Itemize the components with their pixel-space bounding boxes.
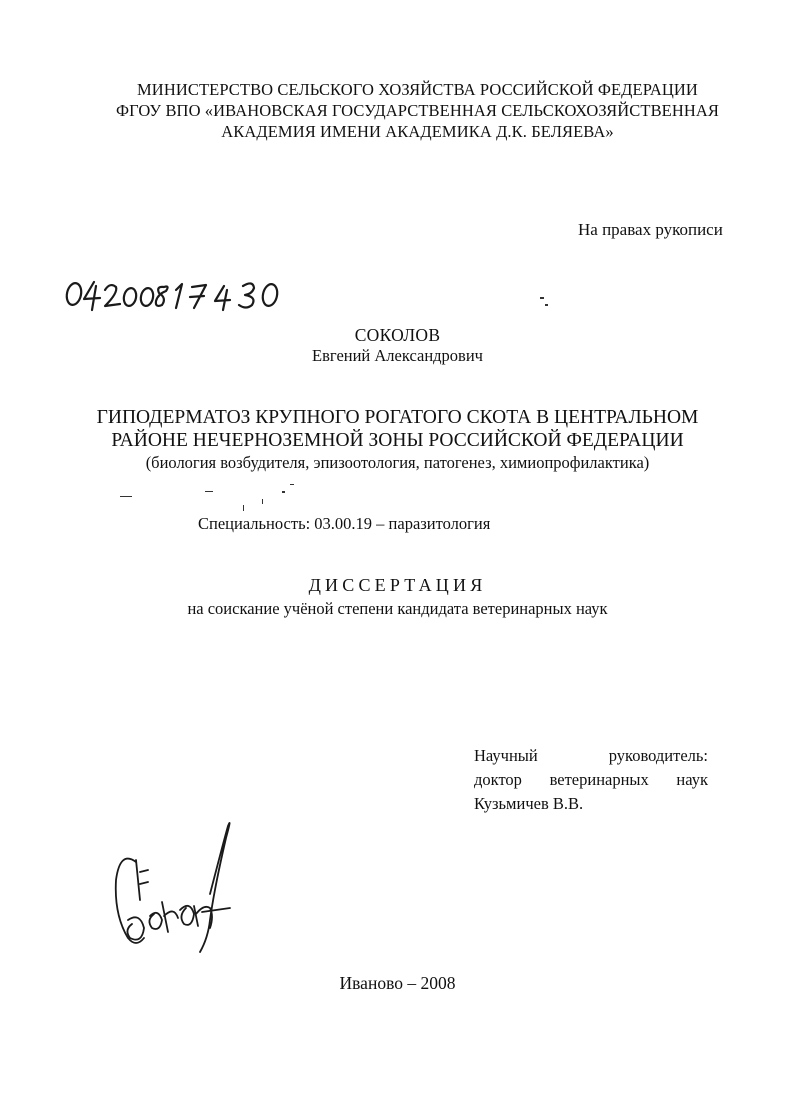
signature-icon [106, 820, 241, 965]
archive-number-handwriting [60, 272, 295, 319]
title-line-2: РАЙОНЕ НЕЧЕРНОЗЕМНОЙ ЗОНЫ РОССИЙСКОЙ ФЕДЕРАЦИИ [111, 430, 684, 451]
document-type: ДИССЕРТАЦИЯ [308, 575, 487, 595]
header-line-2: ФГОУ ВПО «ИВАНОВСКАЯ ГОСУДАРСТВЕННАЯ СЕЛЬСКОХОЗЯЙСТВЕННАЯ [115, 101, 720, 120]
author-name: Евгений Александрович [312, 346, 483, 365]
scan-speck [262, 499, 263, 504]
author-signature [106, 820, 241, 970]
scan-speck [243, 505, 244, 511]
author-surname: СОКОЛОВ [354, 325, 441, 345]
ministry-header [20, 79, 795, 142]
advisor-label: Научный руководитель: [474, 746, 708, 765]
specialty: Специальность: 03.00.19 – паразитология [198, 514, 491, 533]
place-year: Иваново – 2008 [339, 973, 456, 993]
header-line-1: МИНИСТЕРСТВО СЕЛЬСКОГО ХОЗЯЙСТВА РОССИЙСКОЙ ФЕДЕРАЦИИ [137, 80, 698, 99]
dissertation-subtitle: (биология возбудителя, эпизоотология, патогенез, химиопрофилактика) [145, 453, 650, 472]
scan-speck [282, 491, 285, 493]
scan-speck [545, 304, 548, 306]
scientific-advisor [474, 744, 708, 816]
advisor-name: Кузьмичев В.В. [474, 794, 584, 813]
header-line-3: АКАДЕМИЯ ИМЕНИ АКАДЕМИКА Д.К. БЕЛЯЕВА» [221, 122, 614, 141]
advisor-degree: доктор ветеринарных наук [474, 770, 708, 789]
scan-speck [120, 496, 132, 497]
scan-speck [540, 297, 544, 299]
scan-speck [290, 484, 294, 485]
archive-number-icon [60, 272, 295, 314]
rights-note: На правах рукописи [578, 220, 723, 239]
degree-statement: на соискание учёной степени кандидата ветеринарных наук [187, 599, 608, 618]
title-line-1: ГИПОДЕРМАТОЗ КРУПНОГО РОГАТОГО СКОТА В ЦЕНТРАЛЬНОМ [96, 407, 699, 428]
dissertation-title [0, 406, 795, 452]
scan-speck [205, 491, 213, 492]
